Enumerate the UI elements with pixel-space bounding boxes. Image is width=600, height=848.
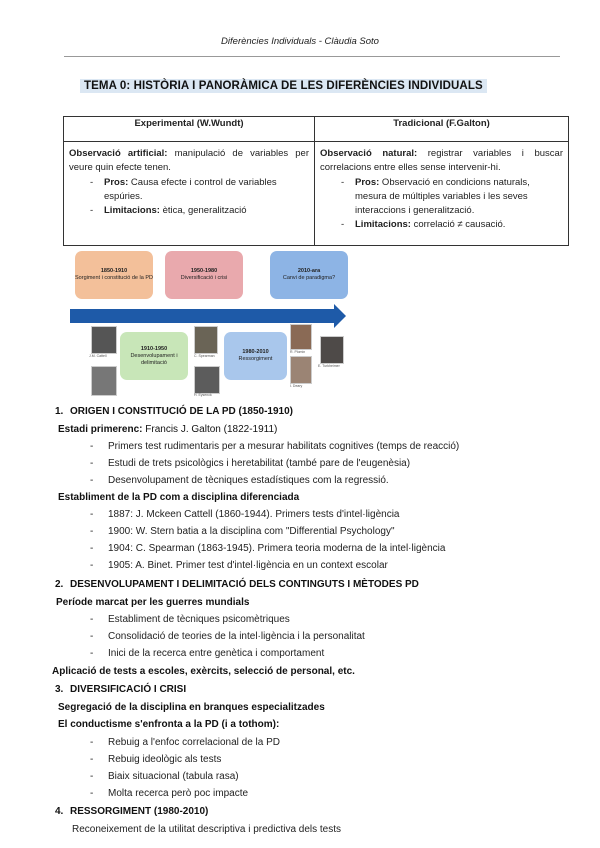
timeline-box-1910: 1910-1950 Desenvolupament i delimitació (120, 332, 188, 380)
cell-experimental (64, 142, 315, 246)
subsection-heading: Període marcat per les guerres mundials (56, 597, 250, 608)
portrait-photo (91, 366, 117, 396)
portrait-photo (320, 336, 344, 364)
subsection-heading: El conductisme s'enfronta a la PD (i a tothom): (58, 719, 280, 730)
section-heading: 4. RESSORGIMENT (1980-2010) (55, 806, 209, 817)
header-divider (64, 56, 560, 57)
list-item: - Consolidació de teories de la intel·ligència i la personalitat (90, 631, 365, 642)
list-item: - Pros: Observació en condicions naturals, mesura de múltiples variables i les seves interaccions i generalització. (320, 176, 563, 218)
list-item: - Desenvolupament de tècniques estadístiques com la regressió. (90, 475, 389, 486)
cell-experimental-lead: Observació artificial: manipulació de variables per veure quin efecte tenen. (69, 148, 310, 173)
table-header-traditional: Tradicional (F.Galton) (315, 117, 569, 142)
portrait-caption: H. Eysenck (194, 393, 212, 397)
list-item: - Pros: Causa efecte i control de variables espúries. (69, 176, 309, 204)
subsection-heading: Establiment de la PD com a disciplina diferenciada (58, 492, 300, 503)
section-heading: 3. DIVERSIFICACIÓ I CRISI (55, 684, 187, 695)
portrait-caption: J.M. Cattell (89, 354, 107, 358)
table-header-experimental: Experimental (W.Wundt) (64, 117, 315, 142)
list-item: - 1900: W. Stern batia a la disciplina com "Differential Psychology" (90, 526, 395, 537)
portrait-photo (290, 324, 312, 350)
list-item: - Inici de la recerca entre genètica i comportament (90, 648, 324, 659)
list-item: - Rebuig ideològic als tests (90, 754, 221, 765)
subsection-heading: Estadi primerenc: Francis J. Galton (1822-1911) (58, 424, 278, 435)
portrait-photo (290, 356, 312, 384)
list-item: - 1887: J. Mckeen Cattell (1860-1944). Primers tests d'intel·ligència (90, 509, 400, 520)
list-item: - Limitacions: correlació ≠ causació. (320, 218, 563, 232)
section-text: Reconeixement de la utilitat descriptiva i predictiva dels tests (72, 824, 342, 835)
section-heading: 2. DESENVOLUPAMENT I DELIMITACIÓ DELS CONTINGUTS I MÈTODES PD (55, 579, 419, 590)
traditional-list (320, 176, 563, 232)
list-item: - 1904: C. Spearman (1863-1945). Primera teoria moderna de la intel·ligència (90, 543, 445, 554)
history-timeline (70, 248, 360, 398)
section-heading: 1. ORIGEN I CONSTITUCIÓ DE LA PD (1850-1910) (55, 406, 294, 417)
cell-traditional-lead: Observació natural: registrar variables i buscar correlacions entre elles sense intervenir-hi. (320, 148, 563, 173)
list-item: - Primers test rudimentaris per a mesurar habilitats cognitives (temps de reacció) (90, 441, 459, 452)
timeline-box-1980: 1980-2010 Ressorgiment (224, 332, 287, 380)
list-item: - Establiment de tècniques psicomètriques (90, 614, 290, 625)
portrait-caption: I. Deary (290, 384, 303, 388)
portrait-photo (194, 326, 218, 354)
list-item: - Rebuig a l'enfoc correlacional de la PD (90, 737, 280, 748)
timeline-arrow-icon (334, 304, 346, 328)
running-header: Diferències Individuals - Clàudia Soto (221, 36, 379, 47)
section-closing-note: Aplicació de tests a escoles, exèrcits, selecció de personal, etc. (52, 666, 355, 677)
timeline-box-2010: 2010-ara Canvi de paradigma? (270, 251, 348, 299)
portrait-photo (194, 366, 220, 394)
list-item: - Limitacions: ètica, generalització (69, 204, 309, 218)
subsection-heading: Segregació de la disciplina en branques especialitzades (58, 702, 325, 713)
list-item: - Molta recerca però poc impacte (90, 788, 248, 799)
portrait-caption: C. Spearman (194, 354, 215, 358)
list-item: - Biaix situacional (tabula rasa) (90, 771, 239, 782)
timeline-box-1950: 1950-1980 Diversificació i crisi (165, 251, 243, 299)
cell-traditional (315, 142, 569, 246)
list-item: - 1905: A. Binet. Primer test d'intel·ligència en un context escolar (90, 560, 388, 571)
experimental-list (69, 176, 309, 218)
portrait-caption: E. Turkheimer (318, 364, 340, 368)
timeline-axis (70, 309, 336, 323)
page-title: TEMA 0: HISTÒRIA I PANORÀMICA DE LES DIFERÈNCIES INDIVIDUALS (80, 79, 487, 93)
portrait-caption: R. Plomin (290, 350, 306, 354)
comparison-table (63, 116, 569, 246)
timeline-box-1850: 1850-1910 Sorgiment i constitució de la PD (75, 251, 153, 299)
portrait-photo (91, 326, 117, 354)
list-item: - Estudi de trets psicològics i heretabilitat (també pare de l'eugenèsia) (90, 458, 410, 469)
